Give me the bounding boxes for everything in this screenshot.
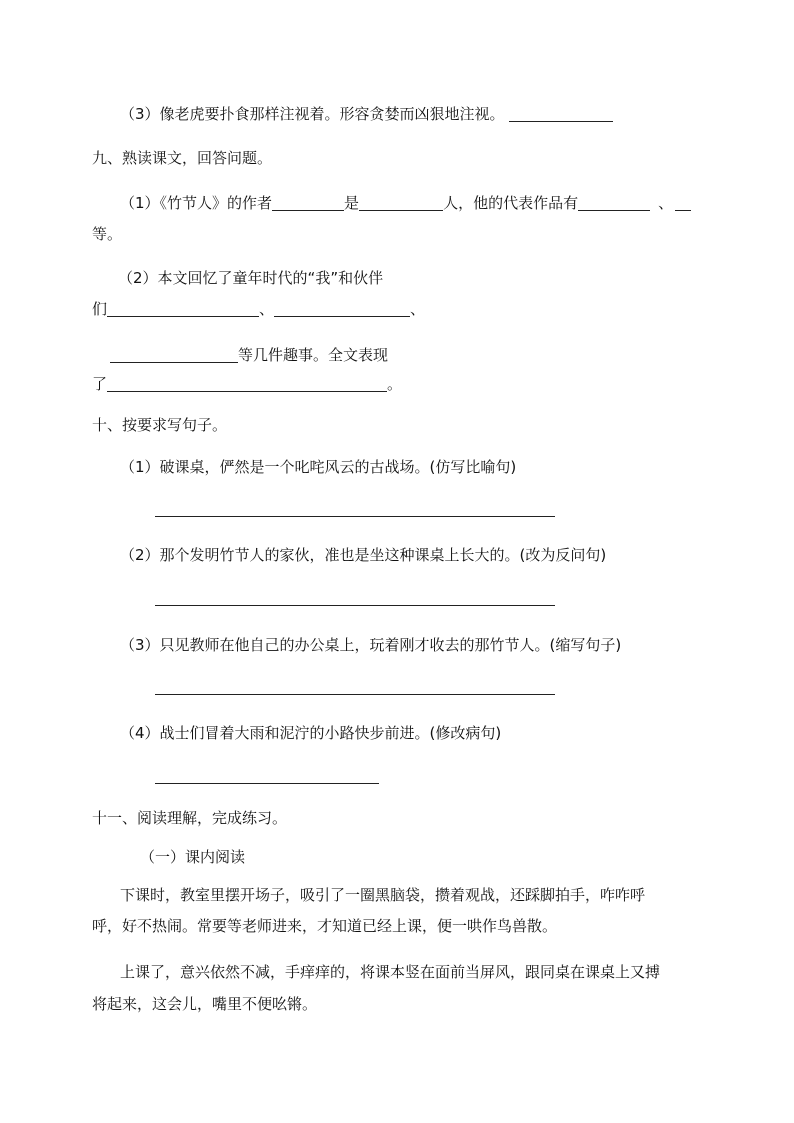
passage-p1-line1: 下课时，教室里摆开场子，吸引了一圈黑脑袋，攒着观战，还踩脚拍手，咋咋呼 (120, 886, 646, 904)
hometown-blank[interactable] (359, 194, 443, 211)
q8-item3 (120, 104, 613, 124)
q9-item2-c: 、 (259, 300, 275, 318)
q9-item1-b: 是 (344, 194, 360, 212)
event-blank-1[interactable] (107, 300, 259, 317)
q11-subheading: （一）课内阅读 (140, 848, 246, 866)
passage-p2-line2: 将起来，这会儿，嘴里不便吆锵。 (92, 995, 318, 1013)
passage-p2-line1: 上课了，意兴依然不减，手痒痒的，将课本竖在面前当屏风，跟同桌在课桌上又搏 (120, 963, 661, 981)
q9-item2-d: 、 (410, 300, 426, 318)
works-blank-1[interactable] (578, 194, 650, 211)
q9-heading: 九、熟读课文，回答问题。 (92, 149, 273, 167)
answer-line-1[interactable] (155, 516, 555, 517)
works-blank-2[interactable] (675, 194, 691, 211)
q9-item2-line3 (110, 345, 388, 365)
answer-blank[interactable] (509, 105, 613, 122)
theme-blank[interactable] (107, 375, 387, 392)
q9-item2-f: 了 (92, 375, 108, 393)
q9-item2-line2 (92, 299, 425, 319)
q9-item2-line4 (92, 374, 402, 394)
q9-item2-b: 们 (92, 300, 108, 318)
q9-item1-a: （1）《竹节人》的作者 (120, 194, 273, 212)
q9-item2-e: 等几件趣事。全文表现 (238, 346, 389, 364)
q10-item3: （3）只见教师在他自己的办公桌上，玩着刚才收去的那竹节人。(缩写句子) (120, 636, 622, 654)
answer-line-3[interactable] (155, 694, 555, 695)
event-blank-3[interactable] (110, 346, 238, 363)
q9-item1 (120, 193, 691, 213)
q8-item3-text: （3）像老虎要扑食那样注视着。形容贪婪而凶狠地注视。 (120, 105, 505, 123)
q9-item2-g: 。 (387, 375, 403, 393)
q11-heading: 十一、阅读理解，完成练习。 (92, 809, 288, 827)
answer-line-4[interactable] (155, 783, 379, 784)
q10-heading: 十、按要求写句子。 (92, 416, 228, 434)
q10-item1: （1）破课桌，俨然是一个叱咤风云的古战场。(仿写比喻句) (120, 458, 517, 476)
q9-item1-d: 、 (658, 194, 674, 212)
q9-item1-end: 等。 (92, 225, 123, 243)
passage-p1-line2: 呼，好不热闹。常要等老师进来，才知道已经上课，便一哄作鸟兽散。 (92, 917, 558, 935)
author-blank[interactable] (272, 194, 344, 211)
q9-item1-c: 人，他的代表作品有 (443, 194, 579, 212)
event-blank-2[interactable] (274, 300, 410, 317)
q10-item2: （2）那个发明竹节人的家伙，准也是坐这种课桌上长大的。(改为反问句) (120, 546, 607, 564)
q9-item2-a: （2）本文回忆了童年时代的“我”和伙伴 (118, 269, 384, 287)
q10-item4: （4）战士们冒着大雨和泥泞的小路快步前进。(修改病句) (120, 724, 502, 742)
answer-line-2[interactable] (155, 605, 555, 606)
